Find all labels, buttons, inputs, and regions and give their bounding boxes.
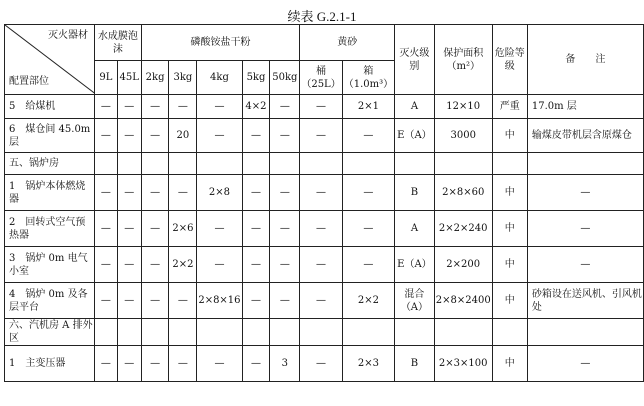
value-cell: —: [141, 175, 169, 211]
sub-header-9l: 9L: [95, 61, 118, 95]
value-cell: E（A）: [395, 247, 435, 283]
value-cell: —: [527, 175, 643, 211]
value-cell: 12×10: [434, 95, 492, 119]
table-row: [5, 346, 644, 382]
empty-cell: [527, 153, 643, 175]
empty-cell: [527, 319, 643, 346]
value-cell: —: [300, 283, 342, 319]
danger-level-header: 危险等级: [492, 25, 527, 95]
table-row: [5, 119, 644, 153]
value-cell: —: [197, 346, 242, 382]
value-cell: —: [300, 95, 342, 119]
sub-header-50kg: 50kg: [270, 61, 300, 95]
value-cell: —: [300, 346, 342, 382]
group-foam-header: 水成膜泡沫: [95, 25, 142, 61]
location-cell: 1 锅炉本体燃烧器: [5, 175, 95, 211]
value-cell: 2×1: [342, 95, 394, 119]
empty-cell: [270, 319, 300, 346]
value-cell: —: [141, 119, 169, 153]
location-cell: 6 煤仓间 45.0m 层: [5, 119, 95, 153]
value-cell: 3: [270, 346, 300, 382]
value-cell: —: [95, 346, 118, 382]
location-cell: 4 锅炉 0m 及各层平台: [5, 283, 95, 319]
value-cell: 2×2: [169, 247, 197, 283]
sub-header-5kg: 5kg: [242, 61, 270, 95]
empty-cell: [434, 319, 492, 346]
value-cell: —: [342, 119, 394, 153]
empty-cell: [492, 153, 527, 175]
value-cell: 20: [169, 119, 197, 153]
section-label: 五、锅炉房: [5, 153, 95, 175]
value-cell: —: [117, 175, 141, 211]
table-title: 续表 G.2.1-1: [287, 9, 357, 24]
value-cell: —: [242, 119, 270, 153]
value-cell: —: [141, 283, 169, 319]
value-cell: 2×3×100: [434, 346, 492, 382]
value-cell: —: [117, 211, 141, 247]
empty-cell: [300, 153, 342, 175]
value-cell: —: [169, 283, 197, 319]
empty-cell: [342, 153, 394, 175]
value-cell: —: [527, 211, 643, 247]
value-cell: —: [197, 119, 242, 153]
value-cell: —: [300, 247, 342, 283]
corner-bottom-label: 配置部位: [9, 76, 49, 87]
value-cell: —: [117, 346, 141, 382]
protect-area-header: 保护面积（m²）: [434, 25, 492, 95]
table-row: [5, 95, 644, 119]
value-cell: —: [242, 247, 270, 283]
group-powder-header: 磷酸铵盐干粉: [141, 25, 300, 61]
value-cell: 混合（A）: [395, 283, 435, 319]
extinguisher-table: [4, 24, 644, 382]
value-cell: 2×8×2400: [434, 283, 492, 319]
empty-cell: [141, 319, 169, 346]
value-cell: 2×8×16: [197, 283, 242, 319]
table-body: [5, 95, 644, 382]
corner-top-label: 灭火器材: [48, 30, 89, 41]
value-cell: A: [395, 211, 435, 247]
empty-cell: [169, 319, 197, 346]
value-cell: 2×2×240: [434, 211, 492, 247]
empty-cell: [169, 153, 197, 175]
value-cell: —: [141, 95, 169, 119]
empty-cell: [492, 319, 527, 346]
value-cell: —: [242, 211, 270, 247]
value-cell: B: [395, 346, 435, 382]
fire-class-header: 灭火级别: [395, 25, 435, 95]
value-cell: —: [242, 346, 270, 382]
sub-header-45l: 45L: [117, 61, 141, 95]
value-cell: —: [95, 119, 118, 153]
empty-cell: [197, 153, 242, 175]
value-cell: 严重: [492, 95, 527, 119]
value-cell: 2×8: [197, 175, 242, 211]
value-cell: —: [169, 95, 197, 119]
remarks-header: 备 注: [527, 25, 643, 95]
value-cell: 中: [492, 211, 527, 247]
value-cell: —: [270, 247, 300, 283]
empty-cell: [117, 153, 141, 175]
value-cell: 中: [492, 247, 527, 283]
value-cell: 3000: [434, 119, 492, 153]
empty-cell: [95, 153, 118, 175]
value-cell: 输煤皮带机层含原煤仓: [527, 119, 643, 153]
value-cell: —: [95, 95, 118, 119]
section-label: 六、汽机房 A 排外区: [5, 319, 95, 346]
value-cell: 4×2: [242, 95, 270, 119]
value-cell: 中: [492, 175, 527, 211]
value-cell: 2×2: [342, 283, 394, 319]
value-cell: —: [270, 211, 300, 247]
sub-header-3kg: 3kg: [169, 61, 197, 95]
sub-header-4kg: 4kg: [197, 61, 242, 95]
value-cell: 2×3: [342, 346, 394, 382]
value-cell: —: [95, 175, 118, 211]
value-cell: —: [270, 283, 300, 319]
empty-cell: [434, 153, 492, 175]
empty-cell: [395, 153, 435, 175]
value-cell: —: [300, 119, 342, 153]
location-cell: 3 锅炉 0m 电气小室: [5, 247, 95, 283]
corner-header-cell: [5, 25, 95, 95]
value-cell: B: [395, 175, 435, 211]
table-row: [5, 175, 644, 211]
empty-cell: [395, 319, 435, 346]
value-cell: —: [197, 95, 242, 119]
empty-cell: [300, 319, 342, 346]
value-cell: 中: [492, 119, 527, 153]
table-row: [5, 283, 644, 319]
value-cell: 中: [492, 283, 527, 319]
empty-cell: [117, 319, 141, 346]
value-cell: —: [95, 247, 118, 283]
sub-header-box: 箱（1.0m³）: [342, 61, 394, 95]
location-cell: 2 回转式空气预热器: [5, 211, 95, 247]
value-cell: 2×200: [434, 247, 492, 283]
value-cell: A: [395, 95, 435, 119]
value-cell: 砂箱设在送风机、引风机处: [527, 283, 643, 319]
empty-cell: [242, 153, 270, 175]
value-cell: —: [95, 211, 118, 247]
empty-cell: [95, 319, 118, 346]
value-cell: 2×6: [169, 211, 197, 247]
empty-cell: [141, 153, 169, 175]
value-cell: —: [300, 211, 342, 247]
value-cell: —: [141, 211, 169, 247]
value-cell: —: [141, 346, 169, 382]
empty-cell: [242, 319, 270, 346]
location-cell: 5 给煤机: [5, 95, 95, 119]
empty-cell: [342, 319, 394, 346]
value-cell: —: [117, 247, 141, 283]
value-cell: —: [169, 175, 197, 211]
value-cell: 17.0m 层: [527, 95, 643, 119]
value-cell: —: [197, 211, 242, 247]
value-cell: 中: [492, 346, 527, 382]
value-cell: —: [242, 175, 270, 211]
value-cell: —: [342, 211, 394, 247]
value-cell: —: [117, 283, 141, 319]
value-cell: —: [342, 175, 394, 211]
value-cell: —: [527, 346, 643, 382]
section-row: [5, 319, 644, 346]
sub-header-2kg: 2kg: [141, 61, 169, 95]
value-cell: E（A）: [395, 119, 435, 153]
sub-header-bucket: 桶（25L）: [300, 61, 342, 95]
section-row: [5, 153, 644, 175]
table-row: [5, 211, 644, 247]
value-cell: —: [270, 95, 300, 119]
value-cell: 2×8×60: [434, 175, 492, 211]
group-sand-header: 黄砂: [300, 25, 395, 61]
value-cell: —: [141, 247, 169, 283]
empty-cell: [270, 153, 300, 175]
value-cell: —: [270, 175, 300, 211]
value-cell: —: [242, 283, 270, 319]
value-cell: —: [117, 119, 141, 153]
value-cell: —: [342, 247, 394, 283]
value-cell: —: [527, 247, 643, 283]
value-cell: —: [197, 247, 242, 283]
location-cell: 1 主变压器: [5, 346, 95, 382]
value-cell: —: [270, 119, 300, 153]
value-cell: —: [300, 175, 342, 211]
empty-cell: [197, 319, 242, 346]
table-row: [5, 247, 644, 283]
value-cell: —: [95, 283, 118, 319]
value-cell: —: [169, 346, 197, 382]
value-cell: —: [117, 95, 141, 119]
